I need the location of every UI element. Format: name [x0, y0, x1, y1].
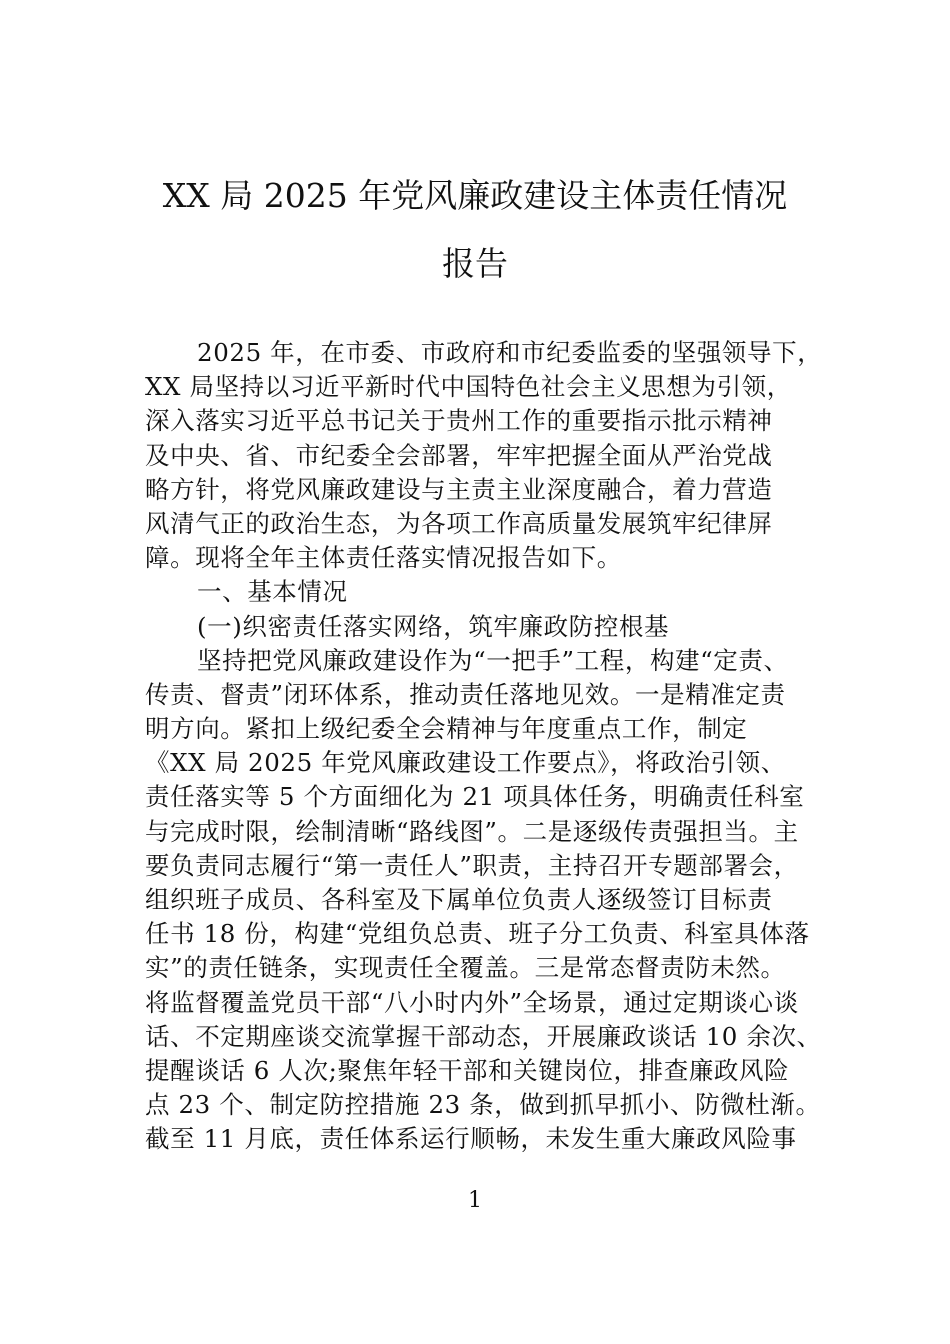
body-line: XX 局坚持以习近平新时代中国特色社会主义思想为引领， [145, 372, 792, 402]
body-line: 明方向。紧扣上级纪委全会精神与年度重点工作，制定 [145, 714, 748, 744]
body-line: 障。现将全年主体责任落实情况报告如下。 [145, 543, 622, 573]
document-body [145, 336, 835, 1157]
body-line: 风清气正的政治生态，为各项工作高质量发展筑牢纪律屏 [145, 508, 773, 538]
body-line: 截至 11 月底，责任体系运行顺畅，未发生重大廉政风险事 [145, 1124, 797, 1154]
document-title-line-1: XX 局 2025 年党风廉政建设主体责任情况 [162, 176, 788, 215]
body-line: 要负责同志履行“第一责任人”职责，主持召开专题部署会， [145, 850, 799, 880]
body-line: 点 23 个、制定防控措施 23 条，做到抓早抓小、防微杜渐。 [145, 1090, 821, 1120]
body-line: 提醒谈话 6 人次;聚焦年轻干部和关键岗位，排查廉政风险 [145, 1055, 790, 1085]
body-line: 传责、督责”闭环体系，推动责任落地见效。一是精准定责 [145, 679, 786, 709]
body-line: 实”的责任链条，实现责任全覆盖。三是常态督责防未然。 [145, 953, 786, 983]
body-line: 将监督覆盖党员干部“八小时内外”全场景，通过定期谈心谈 [145, 987, 799, 1017]
body-line: 话、不定期座谈交流掌握干部动态，开展廉政谈话 10 余次、 [145, 1021, 822, 1051]
section-heading: 一、基本情况 [197, 577, 348, 607]
body-line: 责任落实等 5 个方面细化为 21 项具体任务，明确责任科室 [145, 782, 805, 812]
body-line: 《XX 局 2025 年党风廉政建设工作要点》，将政治引领、 [145, 748, 786, 778]
body-line: 深入落实习近平总书记关于贵州工作的重要指示批示精神 [145, 406, 773, 436]
body-line: 任书 18 份，构建“党组负总责、班子分工负责、科室具体落 [145, 919, 810, 949]
body-line: 略方针，将党风廉政建设与主责主业深度融合，着力营造 [145, 474, 773, 504]
body-line: 组织班子成员、各科室及下属单位负责人逐级签订目标责 [145, 885, 773, 914]
body-line: 及中央、省、市纪委全会部署，牢牢把握全面从严治党战 [145, 440, 773, 470]
page-number: 1 [468, 1188, 482, 1213]
body-line: 2025 年，在市委、市政府和市纪委监委的坚强领导下， [197, 338, 823, 367]
body-line: 与完成时限，绘制清晰“路线图”。二是逐级传责强担当。主 [145, 816, 799, 846]
subsection-heading: (一)织密责任落实网络，筑牢廉政防控根基 [197, 611, 670, 641]
document-title-line-2: 报告 [442, 244, 508, 283]
body-line: 坚持把党风廉政建设作为“一把手”工程，构建“定责、 [197, 645, 789, 675]
